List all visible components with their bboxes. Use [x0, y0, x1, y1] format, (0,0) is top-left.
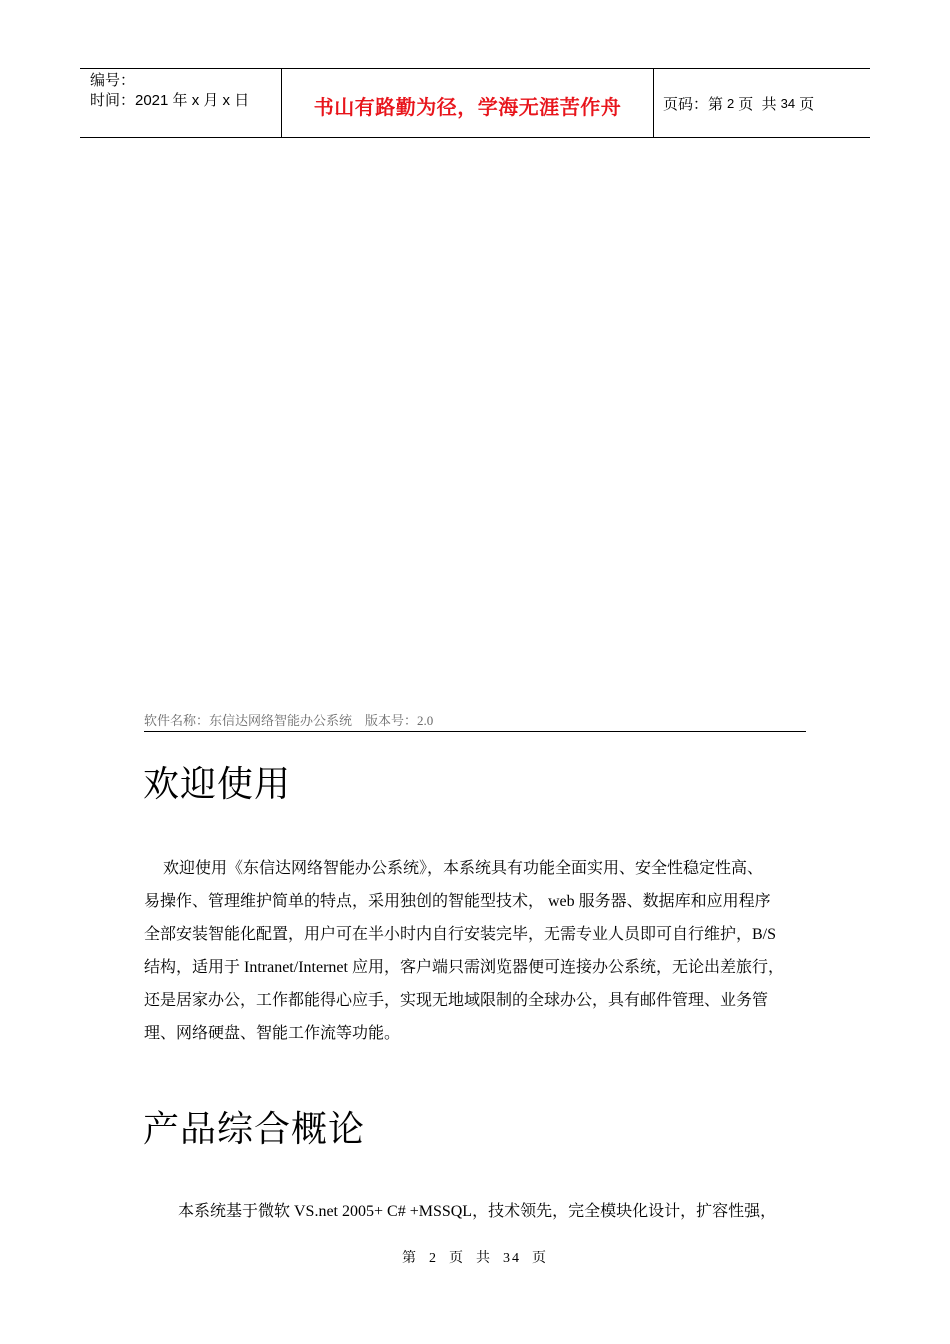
header-page-cell — [654, 69, 870, 137]
paragraph-line: 还是居家办公，工作都能得心应手，实现无地域限制的全球办公，具有邮件管理、业务管 — [144, 992, 769, 1009]
page-prefix: 页码：第 — [663, 95, 724, 113]
number-label: 编号： — [90, 72, 136, 89]
document-header — [80, 68, 870, 138]
welcome-paragraph — [144, 852, 834, 1050]
page-footer: 第 2 页 共 34 页 — [402, 1251, 548, 1266]
date-label: 时间：2021 年 x 月 x 日 — [90, 92, 250, 109]
paragraph-line: 欢迎使用《东信达网络智能办公系统》，本系统具有功能全面实用、安全性稳定性高、 — [163, 860, 764, 877]
paragraph-line: 易操作、管理维护简单的特点，采用独创的智能型技术， web 服务器、数据库和应用程序 — [144, 893, 771, 910]
page-current: 2 — [727, 95, 735, 111]
page-total: 34 — [780, 95, 796, 111]
paragraph-line: 全部安装智能化配置，用户可在半小时内自行安装完毕，无需专业人员即可自行维护，B/S — [144, 926, 777, 943]
section-heading-welcome: 欢迎使用 — [143, 764, 292, 805]
overview-paragraph — [144, 1195, 834, 1228]
software-info-line: 软件名称：东信达网络智能办公系统 版本号：2.0 — [144, 710, 806, 732]
paragraph-line: 结构，适用于 Intranet/Internet 应用，客户端只需浏览器便可连接办公系统，无论出差旅行， — [144, 959, 784, 976]
header-meta-cell — [80, 69, 281, 137]
motto: 书山有路勤为径，学海无涯苦作舟 — [281, 69, 654, 137]
paragraph-line: 本系统基于微软 VS.net 2005+ C# +MSSQL，技术领先，完全模块化设计，扩容性强， — [178, 1203, 777, 1220]
page-suffix: 页 — [799, 95, 815, 113]
paragraph-line: 理、网络硬盘、智能工作流等功能。 — [144, 1025, 401, 1042]
section-heading-overview: 产品综合概论 — [143, 1109, 366, 1150]
page-mid: 页 共 — [738, 95, 777, 113]
